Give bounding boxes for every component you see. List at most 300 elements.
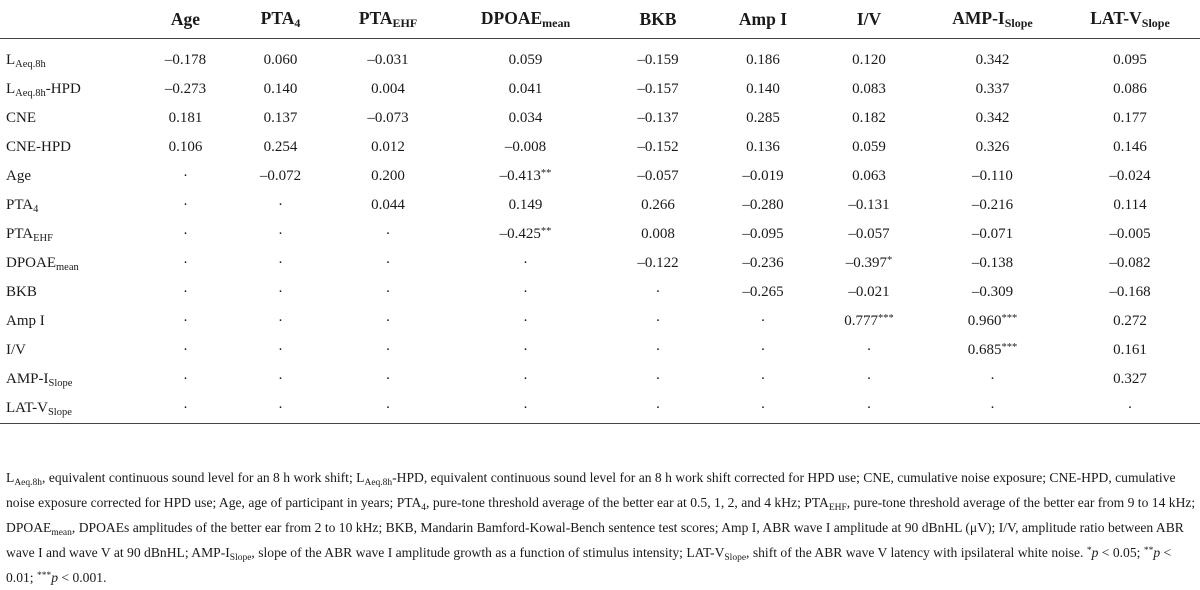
- table-cell: [713, 104, 813, 133]
- column-header: [1060, 0, 1200, 39]
- cell-value: ·: [990, 400, 995, 416]
- table-cell: [328, 394, 448, 424]
- table-row: [0, 104, 1200, 133]
- cell-value: ·: [278, 255, 283, 271]
- cell-value: 0.960: [967, 313, 1002, 329]
- table-cell: [448, 394, 603, 424]
- cell-value: 0.342: [975, 110, 1010, 126]
- table-cell: [603, 365, 713, 394]
- cell-value: ·: [385, 226, 391, 242]
- table-cell: [1060, 162, 1200, 191]
- row-label: [0, 162, 138, 191]
- cell-value: –0.122: [637, 255, 679, 271]
- row-label-subscript: Aeq.8h: [15, 58, 46, 70]
- cell-value: ·: [278, 313, 283, 329]
- column-header-label: AMP-I: [952, 7, 1005, 28]
- column-header-label: DPOAE: [480, 7, 543, 28]
- cell-value: –0.425: [499, 226, 541, 242]
- table-cell: [713, 394, 813, 424]
- cell-value: –0.216: [971, 197, 1014, 213]
- cell-value: 0.326: [975, 139, 1010, 155]
- cell-value: 0.327: [1113, 371, 1147, 387]
- fn-term-sub: mean: [51, 528, 72, 538]
- cell-value: –0.159: [637, 52, 679, 68]
- cell-value: ·: [183, 313, 188, 329]
- cell-value: –0.280: [742, 197, 784, 213]
- table-cell: [233, 336, 328, 365]
- table-cell: [138, 191, 233, 220]
- table-cell: [328, 104, 448, 133]
- column-header-label: BKB: [639, 8, 677, 29]
- cell-value: –0.236: [742, 255, 784, 271]
- significance-marker: ***: [1001, 313, 1018, 324]
- table-cell: [138, 220, 233, 249]
- cell-value: ·: [385, 400, 391, 416]
- table-cell: [233, 278, 328, 307]
- cell-value: –0.138: [971, 255, 1014, 271]
- cell-value: –0.095: [742, 226, 784, 242]
- table-cell: [328, 75, 448, 104]
- table-row: [0, 394, 1200, 424]
- table-cell: [713, 336, 813, 365]
- table-row: [0, 278, 1200, 307]
- table-cell: [448, 75, 603, 104]
- cell-value: ·: [655, 371, 661, 387]
- fn-term: LAT-V: [686, 545, 725, 560]
- table-cell: [603, 249, 713, 278]
- cell-value: ·: [866, 371, 872, 387]
- row-label: [0, 336, 138, 365]
- sig-star: *: [1086, 546, 1092, 556]
- significance-marker: ***: [1001, 342, 1018, 353]
- row-label: [0, 191, 138, 220]
- cell-value: –0.073: [367, 110, 409, 126]
- table-footnote: [6, 468, 1196, 590]
- row-label: [0, 278, 138, 307]
- table-cell: [603, 133, 713, 162]
- table-cell: [813, 46, 925, 75]
- column-header-label: Age: [170, 8, 201, 29]
- cell-value: ·: [760, 313, 766, 329]
- cell-value: 0.106: [168, 139, 203, 155]
- cell-value: 0.114: [1113, 197, 1147, 213]
- table-cell: [813, 307, 925, 336]
- table-cell: [603, 75, 713, 104]
- table-cell: [603, 162, 713, 191]
- table-cell: [925, 191, 1060, 220]
- table-cell: [925, 307, 1060, 336]
- cell-value: ·: [278, 371, 283, 387]
- table-cell: [448, 46, 603, 75]
- table-cell: [233, 394, 328, 424]
- cell-value: 0.272: [1113, 313, 1147, 329]
- cell-value: ·: [866, 400, 872, 416]
- sig-rest: < 0.01;: [6, 545, 1172, 585]
- table-cell: [328, 249, 448, 278]
- cell-value: ·: [655, 313, 661, 329]
- table-cell: [925, 365, 1060, 394]
- table-body: [0, 39, 1200, 424]
- table-cell: [813, 75, 925, 104]
- table-cell: [448, 191, 603, 220]
- table-cell: [138, 162, 233, 191]
- cell-value: –0.057: [848, 226, 890, 242]
- sig-rest: < 0.05;: [1098, 545, 1144, 560]
- cell-value: 0.086: [1113, 81, 1147, 97]
- fn-text: , slope of the ABR wave I amplitude growth as a function of stimulus intensity;: [251, 545, 687, 560]
- table-cell: [448, 220, 603, 249]
- table-cell: [138, 394, 233, 424]
- cell-value: ·: [183, 400, 188, 416]
- cell-value: 0.063: [852, 168, 886, 184]
- cell-value: 0.177: [1113, 110, 1147, 126]
- table-cell: [233, 104, 328, 133]
- cell-value: –0.265: [742, 284, 784, 300]
- row-label-text: DPOAE: [6, 254, 57, 271]
- table-cell: [448, 104, 603, 133]
- cell-value: –0.031: [367, 52, 409, 68]
- table-cell: [448, 162, 603, 191]
- table-cell: [233, 191, 328, 220]
- cell-value: –0.152: [637, 139, 679, 155]
- cell-value: 0.034: [508, 110, 543, 126]
- table-cell: [713, 162, 813, 191]
- table-cell: [138, 133, 233, 162]
- row-label-text: L: [6, 80, 16, 97]
- cell-value: ·: [385, 313, 391, 329]
- fn-text: , shift of the ABR wave V latency with ipsilateral white noise.: [746, 545, 1087, 560]
- table-cell: [138, 336, 233, 365]
- table-cell: [603, 336, 713, 365]
- table-row: [0, 220, 1200, 249]
- table-cell: [713, 191, 813, 220]
- table-cell: [813, 220, 925, 249]
- cell-value: 0.337: [975, 81, 1010, 97]
- table-cell: [233, 162, 328, 191]
- row-label: [0, 46, 138, 75]
- sig-star: **: [1143, 546, 1154, 556]
- cell-value: –0.024: [1109, 168, 1151, 184]
- row-label-text: PTA: [6, 225, 34, 242]
- table-cell: [713, 307, 813, 336]
- row-label-text: I/V: [6, 342, 26, 358]
- fn-term-sub: Slope: [724, 553, 747, 563]
- cell-value: 0.083: [852, 81, 886, 97]
- row-label-subscript: Aeq.8h: [15, 87, 46, 99]
- row-label-suffix: -HPD: [45, 80, 81, 97]
- cell-value: ·: [523, 371, 528, 387]
- cell-value: 0.146: [1113, 139, 1147, 155]
- significance-marker: *: [887, 255, 893, 266]
- table-cell: [328, 133, 448, 162]
- cell-value: 0.012: [371, 139, 405, 155]
- cell-value: 0.254: [263, 139, 298, 155]
- sig-p: p: [51, 570, 59, 585]
- sig-p: p: [1091, 545, 1099, 560]
- cell-value: ·: [183, 197, 188, 213]
- column-header-subscript: mean: [542, 15, 571, 30]
- table-cell: [233, 133, 328, 162]
- cell-value: ·: [183, 168, 188, 184]
- column-header: [603, 0, 713, 39]
- column-header: [233, 0, 328, 39]
- fn-term: AMP-I: [191, 545, 230, 560]
- table-cell: [233, 307, 328, 336]
- cell-value: ·: [385, 255, 391, 271]
- row-label: [0, 75, 138, 104]
- significance-marker: **: [540, 226, 552, 237]
- row-label-text: PTA: [6, 196, 34, 213]
- table-cell: [925, 104, 1060, 133]
- cell-value: 0.041: [508, 81, 543, 97]
- cell-value: –0.397: [845, 255, 887, 271]
- cell-value: ·: [760, 342, 766, 358]
- row-label-subscript: EHF: [33, 232, 53, 244]
- fn-term: PTA: [804, 495, 829, 510]
- table-cell: [138, 365, 233, 394]
- column-header-subscript: Slope: [1004, 15, 1033, 30]
- cell-value: 0.777: [844, 313, 878, 329]
- header-spacer: [0, 39, 1200, 47]
- table-cell: [138, 307, 233, 336]
- table-cell: [925, 162, 1060, 191]
- table-cell: [813, 365, 925, 394]
- table-cell: [328, 46, 448, 75]
- column-header-label: Amp I: [738, 8, 788, 29]
- table-row: [0, 191, 1200, 220]
- column-header-label: I/V: [856, 8, 882, 29]
- row-label-text: AMP-I: [6, 370, 49, 387]
- fn-term: PTA: [396, 495, 422, 510]
- table-cell: [1060, 191, 1200, 220]
- cell-value: 0.685: [967, 342, 1002, 358]
- fn-term: L: [6, 470, 15, 485]
- table-cell: [713, 133, 813, 162]
- fn-text: , equivalent continuous sound level for an 8 h work shift;: [42, 470, 357, 485]
- cell-value: –0.273: [164, 81, 207, 97]
- table-cell: [925, 220, 1060, 249]
- table-cell: [328, 365, 448, 394]
- cell-value: –0.082: [1109, 255, 1151, 271]
- fn-term-sub: 4: [421, 503, 427, 513]
- cell-value: 0.285: [746, 110, 780, 126]
- column-header: [713, 0, 813, 39]
- table-cell: [713, 75, 813, 104]
- cell-value: 0.186: [746, 52, 780, 68]
- cell-value: 0.342: [975, 52, 1010, 68]
- row-label-subscript: Slope: [47, 406, 72, 418]
- row-label-subscript: Slope: [48, 377, 73, 389]
- table-cell: [1060, 365, 1200, 394]
- cell-value: 0.120: [852, 52, 886, 68]
- row-label-text: Age: [6, 168, 31, 184]
- significance-marker: **: [540, 168, 552, 179]
- cell-value: ·: [760, 371, 766, 387]
- row-label: [0, 249, 138, 278]
- column-header: [448, 0, 603, 39]
- cell-value: –0.110: [972, 168, 1013, 184]
- fn-text: , DPOAEs amplitudes of the better ear from 2 to 10 kHz; BKB, Mandarin Bamford-Kowal-Bench sentence test scores; Amp I, ABR wave I amplitude at 90 dBnHL (μV); I/V, amplitude ratio between ABR wave I and wave V at 90 dBnHL;: [6, 520, 1184, 560]
- cell-value: ·: [183, 371, 188, 387]
- row-label-text: L: [6, 51, 16, 68]
- cell-value: –0.131: [848, 197, 890, 213]
- table-cell: [233, 220, 328, 249]
- column-header: [925, 0, 1060, 39]
- table-cell: [138, 104, 233, 133]
- cell-value: 0.059: [852, 139, 886, 155]
- cell-value: 0.182: [852, 110, 886, 126]
- table-cell: [448, 365, 603, 394]
- table-cell: [1060, 220, 1200, 249]
- fn-term-sub: Aeq.8h: [14, 478, 43, 488]
- cell-value: –0.021: [848, 284, 890, 300]
- cell-value: ·: [990, 371, 995, 387]
- cell-value: ·: [523, 313, 528, 329]
- table-cell: [925, 336, 1060, 365]
- table-cell: [713, 46, 813, 75]
- cell-value: 0.059: [508, 52, 543, 68]
- table-cell: [813, 394, 925, 424]
- table-cell: [925, 249, 1060, 278]
- cell-value: ·: [183, 226, 188, 242]
- table-cell: [603, 104, 713, 133]
- table-cell: [233, 46, 328, 75]
- row-label: [0, 365, 138, 394]
- cell-value: ·: [278, 197, 283, 213]
- cell-value: 0.200: [371, 168, 405, 184]
- table-cell: [448, 133, 603, 162]
- table-cell: [813, 133, 925, 162]
- cell-value: ·: [278, 284, 283, 300]
- table-cell: [1060, 278, 1200, 307]
- row-label-text: BKB: [6, 284, 37, 300]
- table-cell: [138, 46, 233, 75]
- cell-value: ·: [278, 400, 283, 416]
- cell-value: ·: [183, 255, 188, 271]
- fn-term-sub: Slope: [229, 553, 252, 563]
- table-row: [0, 249, 1200, 278]
- table-row: [0, 75, 1200, 104]
- fn-text: , pure-tone threshold average of the better ear from 9 to 14 kHz;: [846, 495, 1196, 510]
- cell-value: ·: [183, 342, 188, 358]
- table-cell: [1060, 394, 1200, 424]
- table-cell: [448, 307, 603, 336]
- table-cell: [925, 278, 1060, 307]
- column-header-subscript: EHF: [392, 15, 418, 30]
- column-header-label: PTA: [358, 7, 393, 28]
- table-cell: [925, 394, 1060, 424]
- row-label-text: Amp I: [6, 313, 45, 329]
- cell-value: –0.057: [637, 168, 679, 184]
- cell-value: 0.136: [746, 139, 780, 155]
- cell-value: ·: [278, 226, 283, 242]
- row-label-text: CNE: [6, 110, 36, 126]
- table-cell: [1060, 104, 1200, 133]
- sig-rest: < 0.001.: [58, 570, 107, 585]
- table-cell: [138, 75, 233, 104]
- header-stub: [0, 0, 138, 39]
- column-header: [138, 0, 233, 39]
- cell-value: 0.140: [746, 81, 780, 97]
- table-cell: [448, 249, 603, 278]
- table-cell: [925, 75, 1060, 104]
- cell-value: –0.178: [164, 52, 207, 68]
- table-cell: [328, 278, 448, 307]
- table-cell: [448, 278, 603, 307]
- table-cell: [233, 365, 328, 394]
- table-cell: [813, 162, 925, 191]
- fn-term-sub: EHF: [828, 503, 847, 513]
- table-cell: [925, 46, 1060, 75]
- column-header: [813, 0, 925, 39]
- cell-value: 0.004: [371, 81, 405, 97]
- cell-value: 0.181: [168, 110, 203, 126]
- sig-star: ***: [36, 571, 52, 581]
- column-header-label: PTA: [260, 7, 295, 28]
- cell-value: 0.137: [263, 110, 298, 126]
- cell-value: ·: [385, 371, 391, 387]
- cell-value: –0.019: [742, 168, 784, 184]
- table-row: [0, 336, 1200, 365]
- column-header-subscript: Slope: [1141, 15, 1170, 30]
- cell-value: 0.044: [371, 197, 405, 213]
- table-row: [0, 365, 1200, 394]
- cell-value: ·: [1127, 400, 1133, 416]
- table-cell: [713, 220, 813, 249]
- cell-value: 0.140: [263, 81, 298, 97]
- table-cell: [328, 336, 448, 365]
- table-cell: [1060, 336, 1200, 365]
- fn-term: L: [356, 470, 365, 485]
- fn-term: DPOAE: [6, 520, 52, 535]
- table-cell: [1060, 75, 1200, 104]
- cell-value: –0.137: [637, 110, 679, 126]
- column-header-subscript: 4: [294, 15, 301, 30]
- table-cell: [813, 336, 925, 365]
- table-cell: [603, 191, 713, 220]
- table-cell: [328, 191, 448, 220]
- table-cell: [1060, 307, 1200, 336]
- cell-value: ·: [385, 284, 391, 300]
- table-cell: [448, 336, 603, 365]
- cell-value: –0.309: [971, 284, 1014, 300]
- table-cell: [138, 278, 233, 307]
- table-cell: [1060, 46, 1200, 75]
- table-cell: [813, 278, 925, 307]
- cell-value: –0.157: [637, 81, 679, 97]
- table-cell: [603, 220, 713, 249]
- cell-value: 0.149: [508, 197, 543, 213]
- cell-value: ·: [523, 400, 528, 416]
- cell-value: ·: [866, 342, 872, 358]
- cell-value: –0.008: [504, 139, 547, 155]
- cell-value: –0.005: [1109, 226, 1151, 242]
- cell-value: –0.072: [259, 168, 302, 184]
- table-cell: [233, 249, 328, 278]
- row-label-subscript: mean: [56, 261, 79, 273]
- table-cell: [713, 365, 813, 394]
- column-header-label: LAT-V: [1090, 7, 1142, 28]
- header-row: [0, 0, 1200, 39]
- cell-value: ·: [655, 284, 661, 300]
- table-header: [0, 0, 1200, 39]
- cell-value: –0.071: [971, 226, 1014, 242]
- row-label: [0, 133, 138, 162]
- cell-value: ·: [385, 342, 391, 358]
- cell-value: ·: [523, 342, 528, 358]
- cell-value: ·: [278, 342, 283, 358]
- cell-value: 0.095: [1113, 52, 1147, 68]
